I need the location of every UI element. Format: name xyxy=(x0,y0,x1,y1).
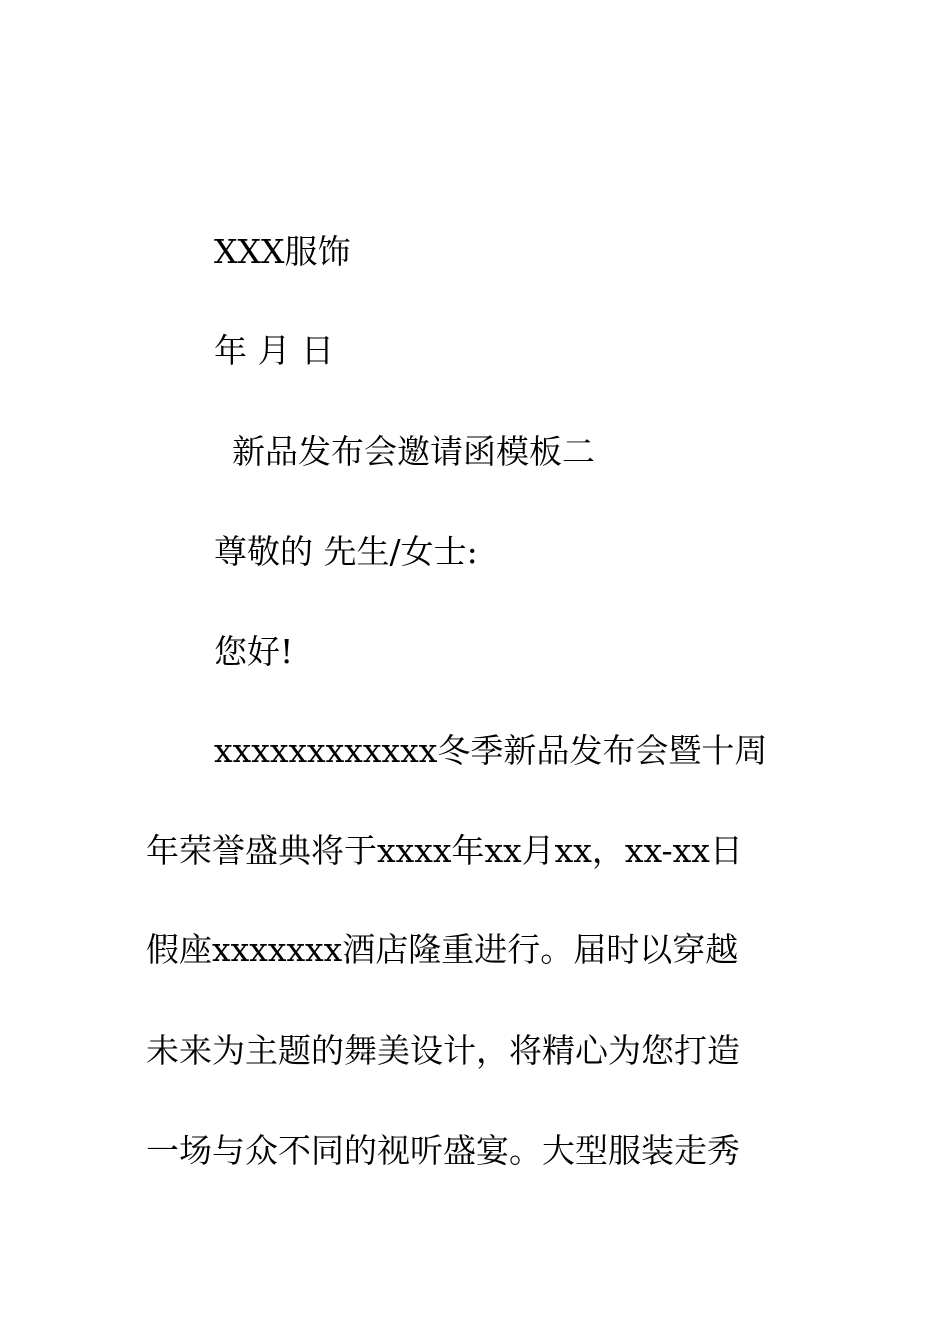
greeting: 您好! xyxy=(214,632,294,671)
body-line: xxxxxxxxxxxx冬季新品发布会暨十周 xyxy=(214,731,768,770)
body-line: 年荣誉盛典将于xxxx年xx月xx，xx-xx日 xyxy=(146,831,743,870)
company-signature: XXX服饰 xyxy=(214,232,351,271)
body-line: 一场与众不同的视听盛宴。大型服装走秀 xyxy=(146,1131,740,1170)
salutation: 尊敬的 先生/女士: xyxy=(214,532,478,571)
body-line: 未来为主题的舞美设计，将精心为您打造 xyxy=(146,1031,740,1070)
date-line: 年 月 日 xyxy=(214,331,334,370)
body-line: 假座xxxxxxx酒店隆重进行。届时以穿越 xyxy=(146,930,739,969)
invitation-heading: 新品发布会邀请函模板二 xyxy=(232,432,595,471)
